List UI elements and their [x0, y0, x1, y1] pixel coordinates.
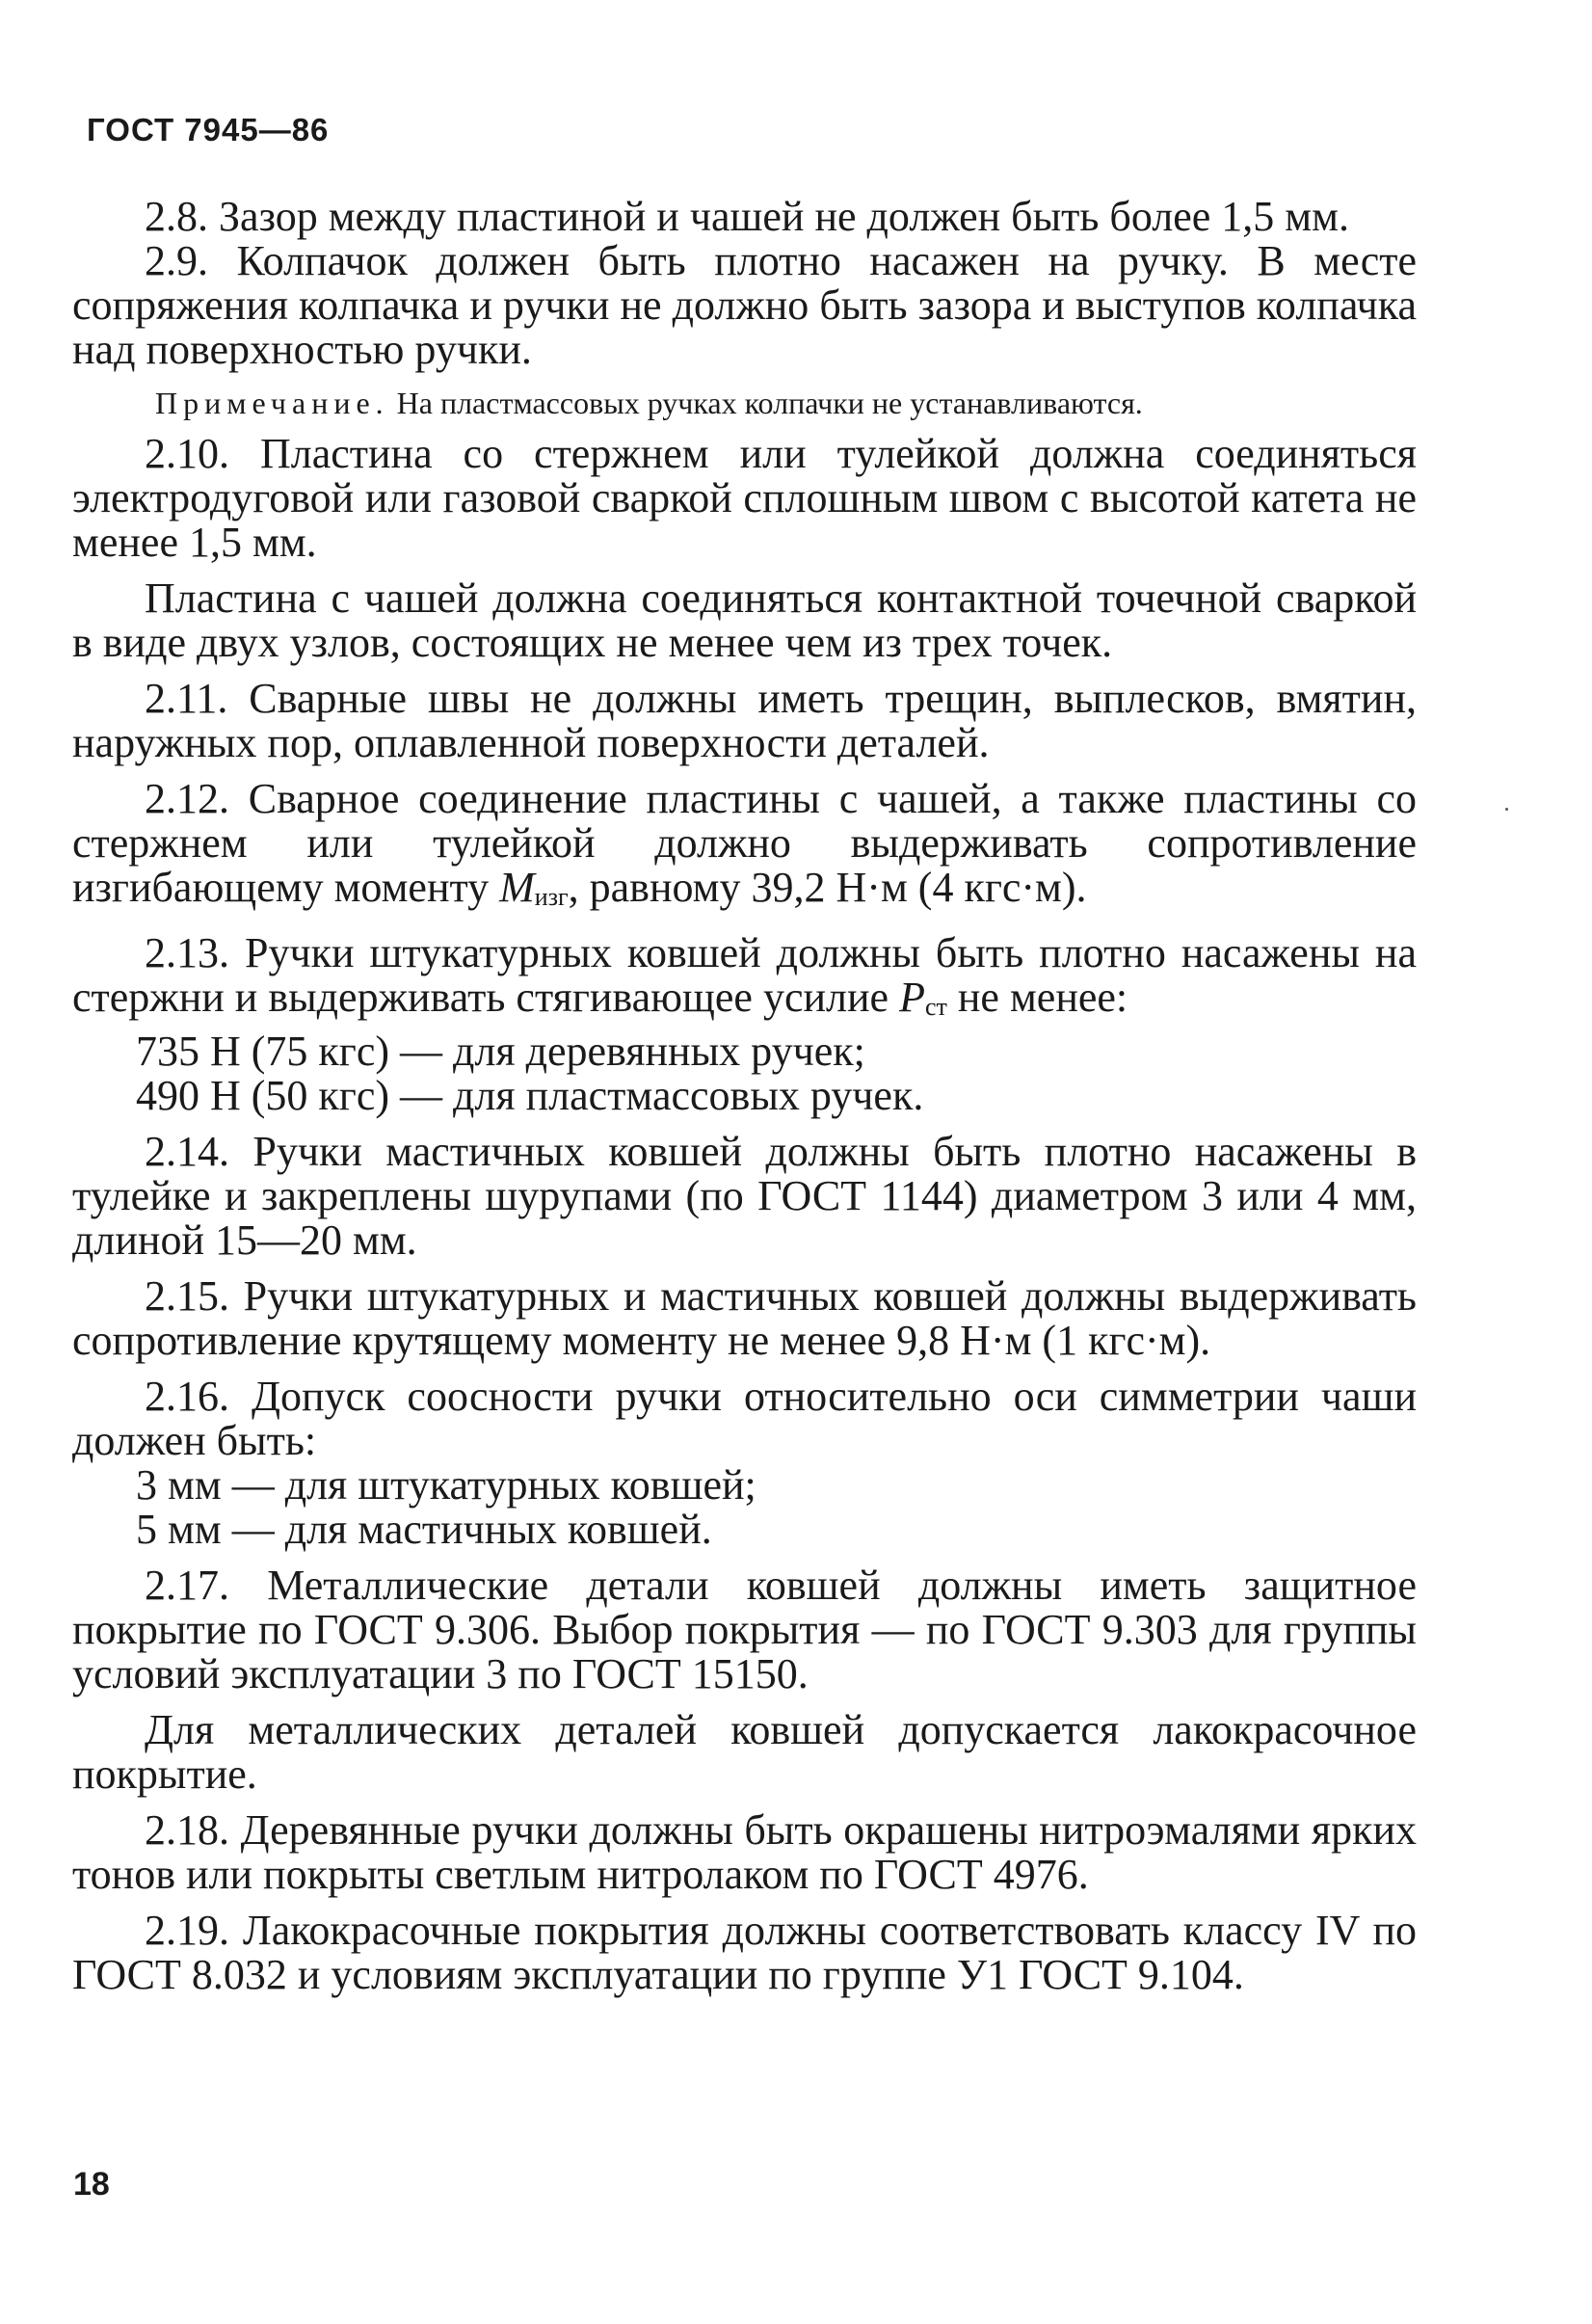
- document-header: ГОСТ 7945—86: [87, 112, 330, 147]
- clause-2-16-item-plaster: 3 мм — для штукатурных ковшей;: [136, 1461, 756, 1509]
- clause-2-13-item-wood: 735 Н (75 кгс) — для деревянных ручек;: [136, 1028, 865, 1075]
- clause-2-13: [72, 931, 1417, 1029]
- clause-2-13-text-b: не менее:: [957, 974, 1128, 1021]
- clause-2-15: 2.15. Ручки штукатурных и мастичных ковшей должны выдерживать сопротивление крутящему моменту не менее 9,8 Н·м (1 кгс·м).: [72, 1272, 1417, 1364]
- force-symbol: P: [899, 974, 925, 1021]
- note-text: На пластмассовых ручках колпачки не устанавливаются.: [396, 386, 1143, 420]
- clause-2-17-continued: Для металлических деталей ковшей допускается лакокрасочное покрытие.: [72, 1706, 1417, 1798]
- clause-2-9: 2.9. Колпачок должен быть плотно насажен на ручку. В месте сопряжения колпачка и ручки не должно быть зазора и выступов колпачка над поверхностью ручки.: [72, 237, 1417, 373]
- clause-2-18: 2.18. Деревянные ручки должны быть окрашены нитроэмалями ярких тонов или покрыты светлым нитролаком по ГОСТ 4976.: [72, 1806, 1417, 1898]
- clause-2-10-continued: Пластина с чашей должна соединяться контактной точечной сваркой в виде двух узлов, состоящих не менее чем из трех точек.: [72, 574, 1417, 666]
- clause-2-12: [72, 777, 1417, 920]
- clause-2-12-text-b: , равному 39,2 Н·м (4 кгс·м).: [568, 864, 1087, 911]
- note-label: Примечание.: [155, 386, 389, 420]
- clause-2-13-item-plastic: 490 Н (50 кгс) — для пластмассовых ручек.: [136, 1072, 924, 1119]
- clause-2-19: 2.19. Лакокрасочные покрытия должны соответствовать классу IV по ГОСТ 8.032 и условиям эксплуатации по группе У1 ГОСТ 9.104.: [72, 1907, 1417, 1998]
- clause-2-11: 2.11. Сварные швы не должны иметь трещин, выплесков, вмятин, наружных пор, оплавленной поверхности деталей.: [72, 675, 1417, 766]
- clause-2-14: 2.14. Ручки мастичных ковшей должны быть плотно насажены в тулейке и закреплены шурупами (по ГОСТ 1144) диаметром 3 или 4 мм, длиной 15—20 мм.: [72, 1128, 1417, 1264]
- note: [72, 382, 1417, 424]
- scan-speck: [1505, 808, 1508, 811]
- moment-symbol: M: [499, 864, 535, 911]
- clause-2-16: 2.16. Допуск соосности ручки относительно оси симметрии чаши должен быть:: [72, 1373, 1417, 1464]
- page-number: 18: [73, 2166, 110, 2203]
- clause-2-16-item-mastic: 5 мм — для мастичных ковшей.: [136, 1506, 712, 1553]
- clause-2-10: 2.10. Пластина со стержнем или тулейкой должна соединяться электродуговой или газовой сваркой сплошным швом с высотой катета не менее 1,5 мм.: [72, 430, 1417, 566]
- moment-subscript: изг: [534, 883, 569, 911]
- clause-2-13-text-a: 2.13. Ручки штукатурных ковшей должны быть плотно насажены на стержни и выдерживать стягивающее усилие: [72, 929, 1417, 1021]
- document-body: [72, 195, 1417, 1997]
- clause-2-8: 2.8. Зазор между пластиной и чашей не должен быть более 1,5 мм.: [145, 193, 1349, 240]
- force-subscript: ст: [924, 993, 947, 1021]
- clause-2-17: 2.17. Металлические детали ковшей должны иметь защитное покрытие по ГОСТ 9.306. Выбор покрытия — по ГОСТ 9.303 для группы условий эксплуатации 3 по ГОСТ 15150.: [72, 1562, 1417, 1697]
- clause-2-12-text-a: 2.12. Сварное соединение пластины с чашей, а также пластины со стержнем или тулейкой должно выдерживать сопротивление изгибающему моменту: [72, 775, 1417, 911]
